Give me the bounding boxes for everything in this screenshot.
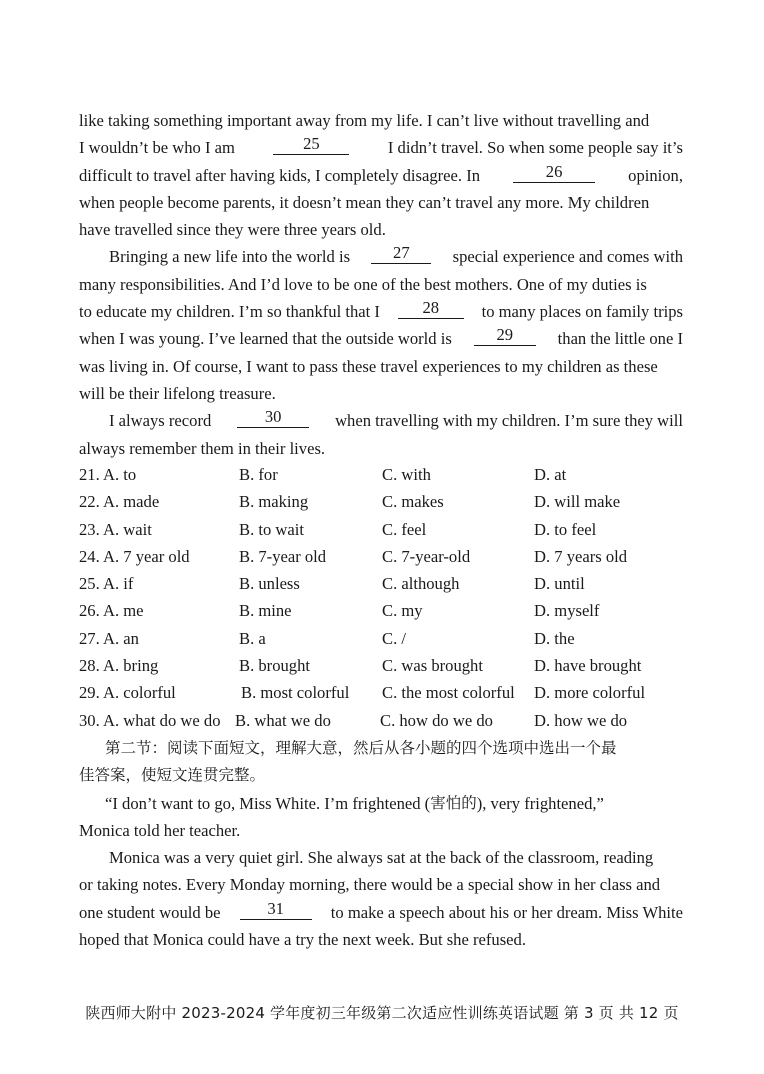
text-line: when I was young. I’ve learned that the outside world is 29 than the little one I [79,325,683,349]
text-line: will be their lifelong treasure. [79,383,276,403]
blank-26: 26 [513,162,595,183]
text-line: or taking notes. Every Monday morning, there would be a special show in her class and [79,875,661,895]
blank-27: 27 [371,243,431,264]
option-row-24: 24. A. 7 year old B. 7-year old C. 7-year-old D. 7 years old [79,546,628,566]
text-line: Monica was a very quiet girl. She always sat at the back of the classroom, reading [109,848,654,868]
text-line: hoped that Monica could have a try the next week. But she refused. [79,930,526,950]
option-row-26: 26. A. me B. mine C. my D. myself [79,601,600,621]
option-row-23: 23. A. wait B. to wait C. feel D. to feel [79,519,597,539]
option-row-30: 30. A. what do we do B. what we do C. how do we do D. how we do [79,710,628,730]
section2 [79,735,683,953]
blank-30: 30 [237,407,309,428]
text-line: one student would be 31 to make a speech about his or her dream. Miss White [79,898,683,922]
option-row-27: 27. A. an B. a C. / D. the [79,628,575,648]
text-line: like taking something important away from my life. I can’t live without travelling and [79,111,650,130]
option-row-22: 22. A. made B. making C. makes D. will make [79,492,621,512]
text-line: have travelled since they were three years old. [79,220,386,240]
option-row-21: 21. A. to B. for C. with D. at [79,465,567,484]
text-line: difficult to travel after having kids, I completely disagree. In 26 opinion, [79,161,683,185]
blank-28: 28 [398,298,464,319]
section-instruction: 佳答案，使短文连贯完整。 [79,766,266,785]
text-line: Bringing a new life into the world is 27 special experience and comes with [109,243,683,267]
text-line: “I don’t want to go, Miss White. I’m frightened ( 害怕的 ), very frightened,” [105,793,604,813]
passage-part1 [79,107,683,462]
blank-31: 31 [240,899,312,920]
option-row-29: 29. A. colorful B. most colorful C. the most colorful D. more colorful [79,683,646,703]
section-instruction: 第二节：阅读下面短文，理解大意，然后从各小题的四个选项中选出一个最 [105,739,617,757]
text-line: I always record 30 when travelling with my children. I’m sure they will [109,407,683,431]
text-line: many responsibilities. And I’d love to be one of the best mothers. One of my duties is [79,274,647,294]
text-line: to educate my children. I’m so thankful that I 28 to many places on family trips [79,298,683,322]
blank-25: 25 [273,134,349,155]
text-line: I wouldn’t be who I am 25 I didn’t travel. So when some people say it’s [79,134,683,158]
option-row-28: 28. A. bring B. brought C. was brought D. have brought [79,656,642,676]
page-footer: 陕西师大附中 2023-2024 学年度初三年级第二次适应性训练英语试题 第 3 页 共 12 页 [85,1004,679,1022]
text-line: always remember them in their lives. [79,438,326,458]
blank-29: 29 [474,325,536,346]
text-line: Monica told her teacher. [79,820,241,840]
option-row-25: 25. A. if B. unless C. although D. until [79,574,585,594]
text-line: was living in. Of course, I want to pass these travel experiences to my children as these [79,356,658,376]
answer-options [79,461,689,734]
text-line: when people become parents, it doesn’t mean they can’t travel any more. My children [79,192,650,212]
